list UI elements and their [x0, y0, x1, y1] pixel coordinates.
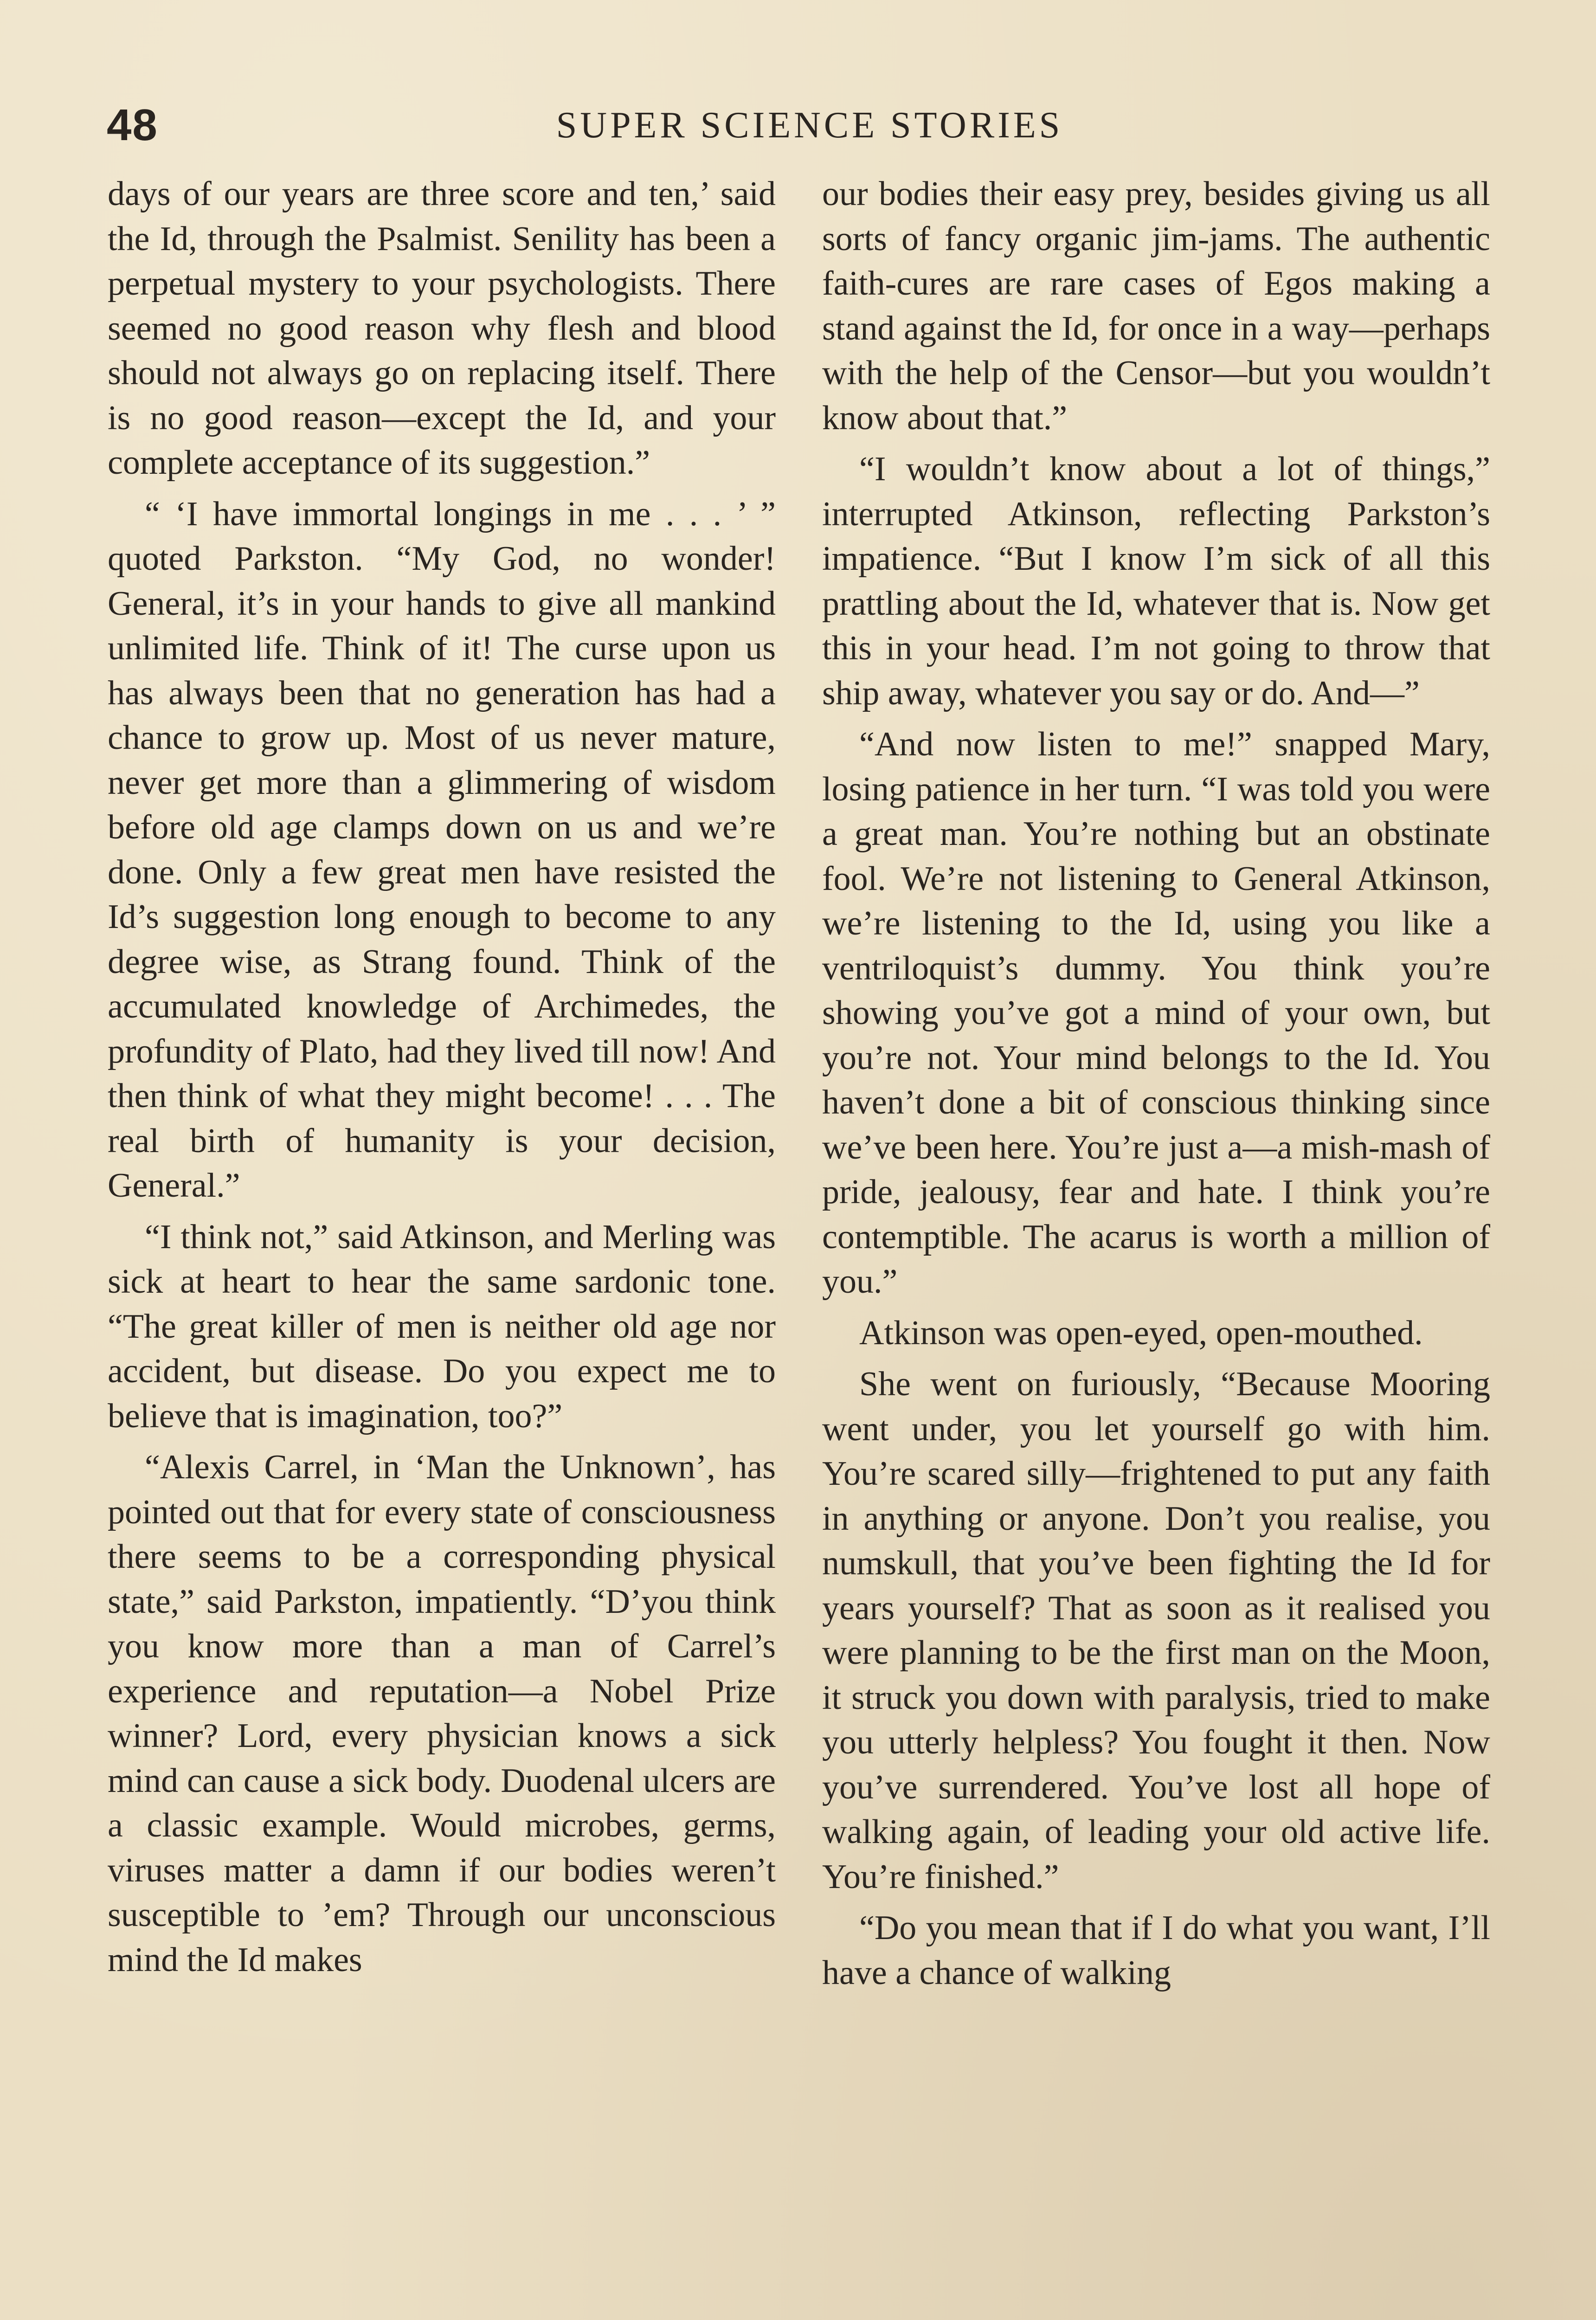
page-header — [107, 93, 1512, 158]
paragraph: “I think not,” said Atkinson, and Merling was sick at heart to hear the same sardonic tone. “The great killer of men is neither old age nor accident, but disease. Do you expect me to believe that is imagination, too?” — [108, 1218, 776, 1435]
paragraph: “Alexis Carrel, in ‘Man the Unknown’, has pointed out that for every state of consciousness there seems to be a corresponding physical state,” said Parkston, impatiently. “D’you think you know more than a man of Carrel’s experience and reputation—a Nobel Prize winner? Lord, every physician knows a sick mind can cause a sick body. Duodenal ulcers are a classic example. Would microbes, germs, viruses matter a damn if our bodies weren’t susceptible to ’em? Through our unconscious mind the Id makes — [108, 1448, 776, 1979]
paragraph: “ ‘I have immortal longings in me . . . ’ ” quoted Parkston. “My God, no wonder! General, it’s in your hands to give all mankind unlimited life. Think of it! The curse upon us has always been that no generation has had a chance to grow up. Most of us never mature, never get more than a glimmering of wisdom before old age clamps down on us and we’re done. Only a few great men have resisted the Id’s suggestion long enough to become to any degree wise, as Strang found. Think of the accumulated knowledge of Archimedes, the profundity of Plato, had they lived till now! And then think of what they might become! . . . The real birth of humanity is your decision, General.” — [108, 495, 776, 1205]
paragraph: our bodies their easy prey, besides giving us all sorts of fancy organic jim-jams. The authentic faith-cures are rare cases of Egos making a stand against the Id, for once in a way—perhaps with the help of the Censor—but you wouldn’t know about that.” — [822, 175, 1490, 437]
left-column — [108, 172, 776, 1989]
paragraph: “And now listen to me!” snapped Mary, losing patience in her turn. “I was told you were a great man. You’re nothing but an obstinate fool. We’re not listening to General Atkinson, we’re listening to the Id, using you like a ventriloquist’s dummy. You think you’re showing you’ve got a mind of your own, but you’re not. Your mind belongs to the Id. You haven’t done a bit of conscious thinking since we’ve been here. You’re just a—a mish-mash of pride, jealousy, fear and hate. I think you’re contemptible. The acarus is worth a million of you.” — [822, 725, 1490, 1301]
paragraph: “I wouldn’t know about a lot of things,” interrupted Atkinson, reflecting Parkston’s impatience. “But I know I’m sick of all this prattling about the Id, whatever that is. Now get this in your head. I’m not going to throw that ship away, whatever you say or do. And—” — [822, 450, 1490, 712]
right-column — [822, 172, 1490, 2002]
paragraph: Atkinson was open-eyed, open-mouthed. — [859, 1314, 1423, 1352]
paragraph: “Do you mean that if I do what you want, I’ll have a chance of walking — [822, 1909, 1490, 1992]
running-title: SUPER SCIENCE STORIES — [556, 105, 1063, 146]
page-number: 48 — [107, 100, 158, 150]
paragraph: She went on furiously, “Because Mooring went under, you let yourself go with him. You’re scared silly—frightened to put any faith in anything or anyone. Don’t you realise, you numskull, that you’ve been fighting the Id for years yourself? That as soon as it realised you were planning to be the first man on the Moon, it struck you down with paralysis, tried to make you utterly helpless? You fought it then. Now you’ve surrendered. You’ve lost all hope of walking again, of leading your old active life. You’re finished.” — [822, 1365, 1490, 1896]
paragraph: days of our years are three score and ten,’ said the Id, through the Psalmist. Senility has been a perpetual mystery to your psychologists. There seemed no good reason why flesh and blood should not always go on replacing itself. There is no good reason—except the Id, and your complete acceptance of its suggestion.” — [108, 175, 776, 482]
